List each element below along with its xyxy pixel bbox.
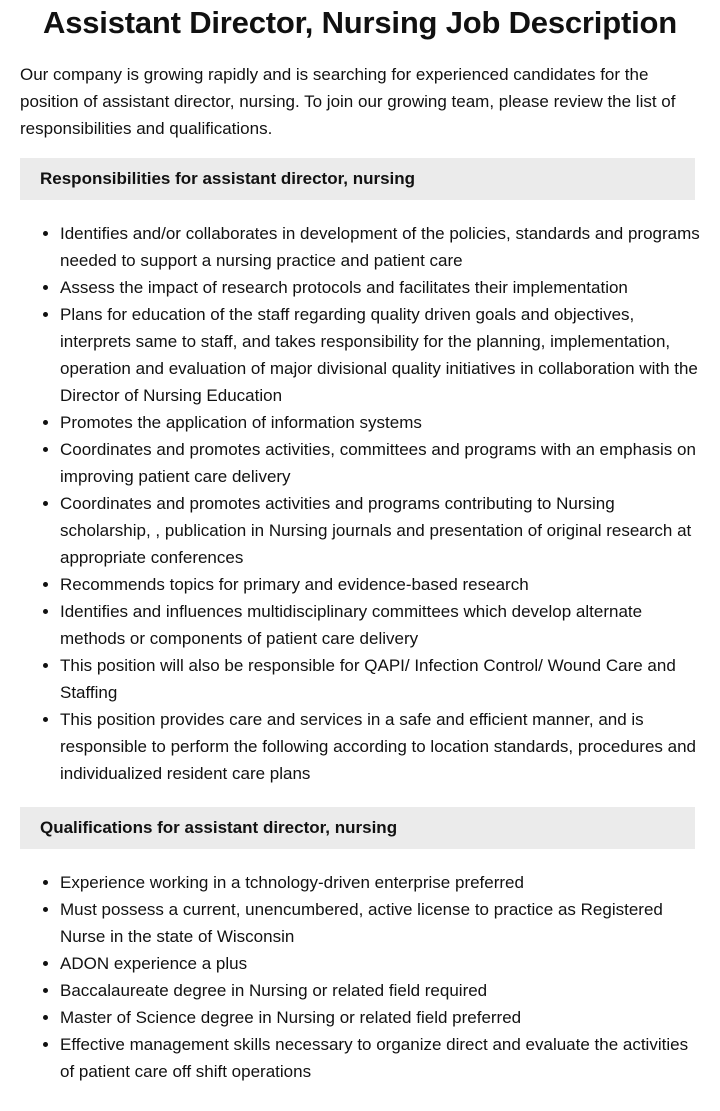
list-item: • Effective management skills necessary to organize direct and evaluate the activities of patient care off shift operations bbox=[60, 1031, 700, 1085]
list-item: • Master of Science degree in Nursing or related field preferred bbox=[60, 1004, 700, 1031]
list-item: • ADON experience a plus bbox=[60, 950, 700, 977]
list-item: • Promotes the application of information systems bbox=[60, 409, 700, 436]
list-item: • Coordinates and promotes activities and programs contributing to Nursing scholarship, , publication in Nursing journals and presentation of original research at appropriate conferences bbox=[60, 490, 700, 571]
list-item: • Experience working in a tchnology-driven enterprise preferred bbox=[60, 869, 700, 896]
page-title: Assistant Director, Nursing Job Description bbox=[43, 5, 677, 40]
responsibilities-heading: Responsibilities for assistant director, nursing bbox=[20, 158, 695, 200]
list-item: • Plans for education of the staff regarding quality driven goals and objectives, interprets same to staff, and takes responsibility for the planning, implementation, operation and evaluation of major divisional quality initiatives in collaboration with the Director of Nursing Education bbox=[60, 301, 700, 409]
list-item: • Identifies and/or collaborates in development of the policies, standards and programs needed to support a nursing practice and patient care bbox=[60, 220, 700, 274]
qualifications-list bbox=[0, 869, 700, 1085]
list-item: • This position provides care and services in a safe and efficient manner, and is responsible to perform the following according to location standards, procedures and individualized resident care plans bbox=[60, 706, 700, 787]
list-item: • Baccalaureate degree in Nursing or related field required bbox=[60, 977, 700, 1004]
responsibilities-list bbox=[0, 220, 700, 787]
list-item: • Must possess a current, unencumbered, active license to practice as Registered Nurse in the state of Wisconsin bbox=[60, 896, 700, 950]
qualifications-heading: Qualifications for assistant director, nursing bbox=[20, 807, 695, 849]
list-item: • Identifies and influences multidisciplinary committees which develop alternate methods or components of patient care delivery bbox=[60, 598, 700, 652]
list-item: • Recommends topics for primary and evidence-based research bbox=[60, 571, 700, 598]
list-item: • This position will also be responsible for QAPI/ Infection Control/ Wound Care and Staffing bbox=[60, 652, 700, 706]
list-item: • Assess the impact of research protocols and facilitates their implementation bbox=[60, 274, 700, 301]
intro-paragraph: Our company is growing rapidly and is searching for experienced candidates for the position of assistant director, nursing. To join our growing team, please review the list of responsibilities and qualifications. bbox=[20, 65, 676, 138]
list-item: • Coordinates and promotes activities, committees and programs with an emphasis on improving patient care delivery bbox=[60, 436, 700, 490]
